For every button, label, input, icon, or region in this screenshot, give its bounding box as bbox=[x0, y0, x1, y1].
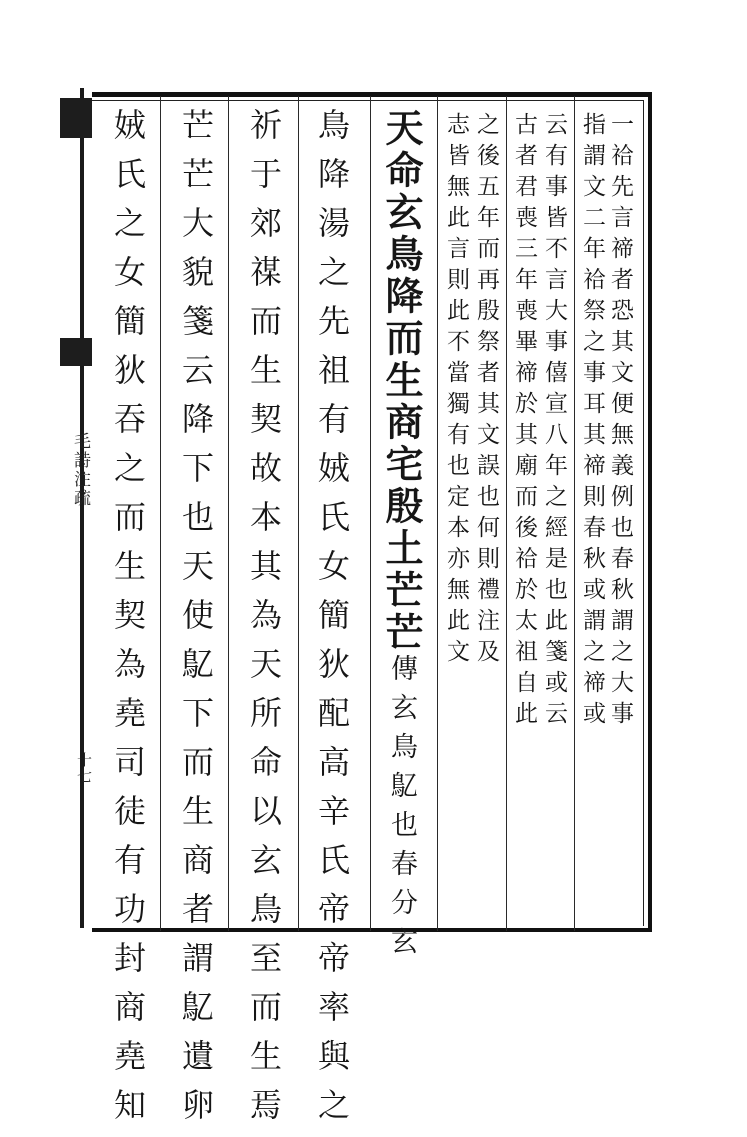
text-column: 芒芒大貌箋云降下也天使鳦下而生商者謂鳦遺卵 bbox=[177, 108, 215, 1137]
text-column: 指謂文二年祫祭之事耳其禘則春秋或謂之禘或 bbox=[579, 112, 605, 732]
margin-page-number: 十七 bbox=[75, 752, 93, 784]
column-rule bbox=[370, 96, 371, 931]
text-column: 鳥降湯之先祖有娀氏女簡狄配高辛氏帝帝率與之 bbox=[313, 108, 351, 1137]
fish-tail-ornament bbox=[60, 338, 92, 366]
commentary-text: 傳玄鳥鳦也春分玄 bbox=[386, 654, 417, 966]
fish-tail-ornament bbox=[60, 98, 92, 138]
text-column: 古者君喪三年喪畢禘於其廟而後祫於太祖自此 bbox=[511, 112, 537, 732]
text-column: 娀氏之女簡狄吞之而生契為堯司徒有功封商堯知 bbox=[109, 108, 147, 1137]
verse-text: 天命玄鳥降而生商宅殷土芒芒 bbox=[379, 108, 424, 654]
column-rule bbox=[437, 96, 438, 931]
margin-rule bbox=[80, 88, 84, 928]
column-rule bbox=[298, 96, 299, 931]
text-column: 之後五年而再殷祭者其文誤也何則禮注及 bbox=[473, 112, 499, 670]
column-rule bbox=[506, 96, 507, 931]
text-column-main-verse bbox=[379, 108, 424, 966]
column-rule bbox=[160, 96, 161, 931]
column-rule bbox=[228, 96, 229, 931]
text-column: 志皆無此言則此不當獨有也定本亦無此文 bbox=[443, 112, 469, 670]
text-column: 云有事皆不言大事僖宣八年之經是也此箋或云 bbox=[541, 112, 567, 732]
margin-book-title: 毛詩注疏 bbox=[70, 432, 90, 508]
column-rule bbox=[574, 96, 575, 931]
text-column: 一祫先言禘者恐其文便無義例也春秋謂之大事 bbox=[607, 112, 633, 732]
text-column: 祈于郊禖而生契故本其為天所命以玄鳥至而生焉 bbox=[245, 108, 283, 1137]
